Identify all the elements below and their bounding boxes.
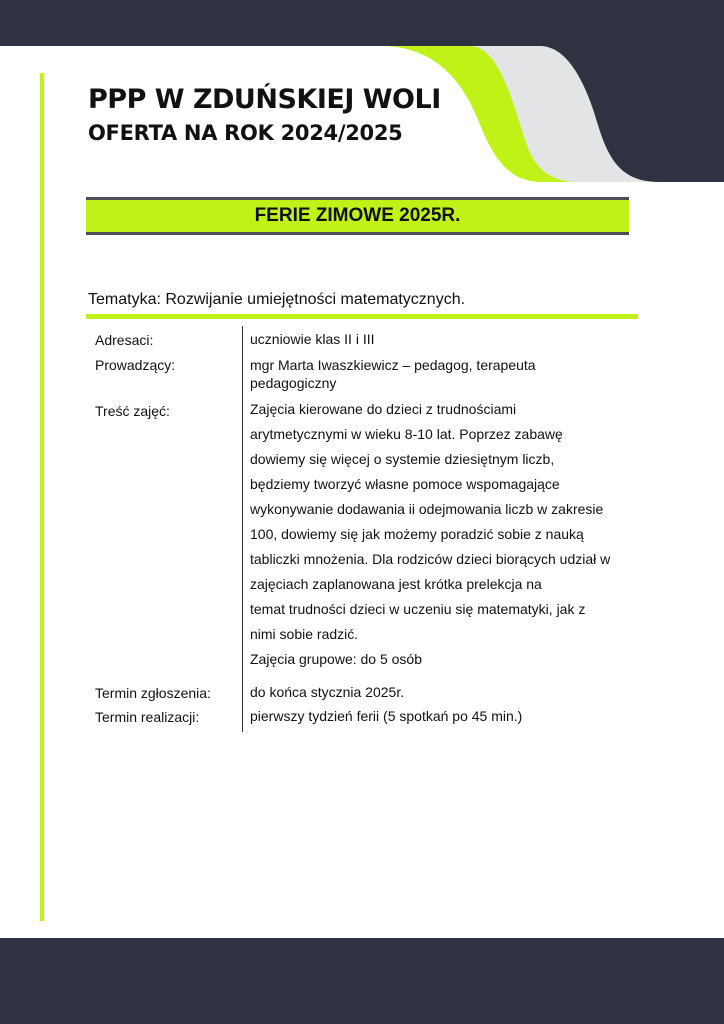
tresc-line: 100, dowiemy się jak możemy poradzić sobie z nauką [250,526,584,542]
footer-band [0,938,724,1024]
value-tresc [250,397,635,672]
label-termin-realizacji: Termin realizacji: [95,709,200,725]
tresc-line: dowiemy się więcej o systemie dziesiętnym liczb, [250,451,555,467]
value-prowadzacy-line: pedagogiczny [250,375,337,391]
tresc-line: temat trudności dzieci w uczeniu się matematyki, jak z [250,601,586,617]
tresc-line: będziemy tworzyć własne pomoce wspomagające [250,476,560,492]
page-subtitle: OFERTA NA ROK 2024/2025 [88,121,403,145]
value-prowadzacy [250,356,536,392]
label-prowadzacy: Prowadzący: [95,357,176,373]
label-adresaci: Adresaci: [95,332,154,348]
tresc-line: Zajęcia grupowe: do 5 osób [250,651,422,667]
tresc-line: tabliczki mnożenia. Dla rodziców dzieci biorących udział w [250,551,611,567]
value-adresaci: uczniowie klas II i III [250,331,375,347]
theme-text: Tematyka: Rozwijanie umiejętności matematycznych. [88,291,466,308]
section-banner [86,197,629,235]
tresc-line: zajęciach zaplanowana jest krótka prelekcja na [250,576,542,592]
tresc-line: arytmetycznymi w wieku 8-10 lat. Poprzez zabawę [250,426,563,442]
tresc-line: nimi sobie radzić. [250,626,359,642]
value-termin-realizacji: pierwszy tydzień ferii (5 spotkań po 45 min.) [250,708,523,724]
page-title: PPP W ZDUŃSKIEJ WOLI [88,84,441,115]
value-prowadzacy-line: mgr Marta Iwaszkiewicz – pedagog, terapeuta [250,357,536,373]
column-divider [242,326,243,732]
label-termin-zgloszenia: Termin zgłoszenia: [95,685,211,701]
tresc-line: wykonywanie dodawania ii odejmowania liczb w zakresie [250,501,604,517]
value-termin-zgloszenia: do końca stycznia 2025r. [250,684,405,700]
label-tresc: Treść zajęć: [95,403,170,419]
tresc-line: Zajęcia kierowane do dzieci z trudnościami [250,401,517,417]
theme-underline [86,314,638,319]
banner-text: FERIE ZIMOWE 2025R. [254,205,461,226]
left-accent-bar [40,73,44,921]
